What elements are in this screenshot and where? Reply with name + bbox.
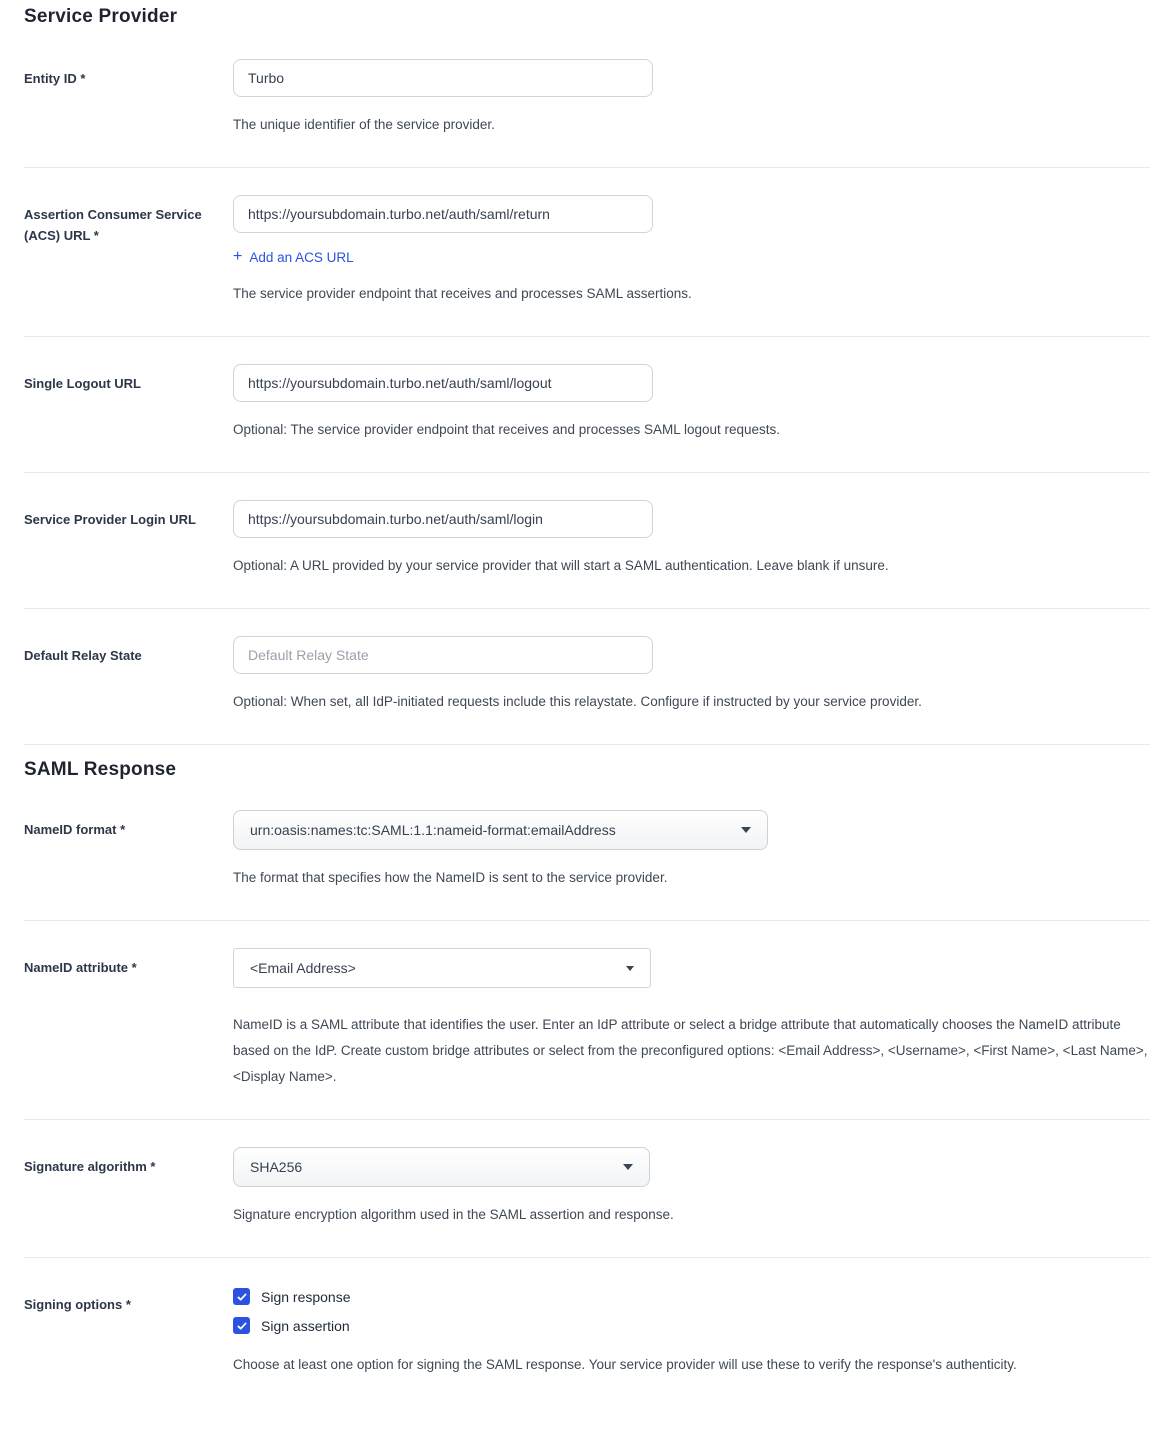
nameid-attribute-select[interactable]	[233, 948, 651, 988]
checkbox-checked[interactable]	[233, 1317, 250, 1334]
check-icon	[236, 1320, 248, 1332]
signing-options-help: Choose at least one option for signing the SAML response. Your service provider will use these to verify the response's authenticity.	[233, 1357, 1017, 1372]
entity-id-help: The unique identifier of the service provider.	[233, 117, 495, 132]
acs-url-help: The service provider endpoint that receives and processes SAML assertions.	[233, 286, 692, 301]
section-title-service-provider: Service Provider	[24, 6, 178, 27]
chevron-down-icon	[626, 966, 634, 971]
nameid-attribute-selected-value: <Email Address>	[250, 960, 356, 976]
sign-assertion-label: Sign assertion	[261, 1317, 350, 1334]
add-acs-url-link[interactable]	[233, 249, 354, 265]
sign-response-option[interactable]	[233, 1288, 1150, 1305]
check-icon	[236, 1291, 248, 1303]
signature-algorithm-select[interactable]	[233, 1147, 650, 1187]
nameid-attribute-help: NameID is a SAML attribute that identifies the user. Enter an IdP attribute or select a bridge attribute that automatically chooses the NameID attribute based on the IdP. Create custom bridge attributes or select from the preconfigured options: <Email Address>, <Username>, <First Name>, <Last Name>, <Display Name>.	[233, 1017, 1148, 1084]
signature-algorithm-selected-value: SHA256	[250, 1159, 303, 1175]
acs-url-input[interactable]	[233, 195, 653, 233]
sp-login-url-help: Optional: A URL provided by your service provider that will start a SAML authentication. Leave blank if unsure.	[233, 558, 889, 573]
nameid-format-help: The format that specifies how the NameID is sent to the service provider.	[233, 870, 668, 885]
default-relay-state-row	[24, 609, 1150, 745]
default-relay-state-help: Optional: When set, all IdP-initiated requests include this relaystate. Configure if instructed by your service provider.	[233, 694, 922, 709]
signature-algorithm-row	[24, 1120, 1150, 1258]
signing-options-row	[24, 1258, 1150, 1407]
sp-login-url-label: Service Provider Login URL	[24, 512, 196, 527]
section-title-saml-response: SAML Response	[24, 759, 177, 780]
add-acs-url-link-label: Add an ACS URL	[249, 249, 354, 265]
sp-login-url-input[interactable]	[233, 500, 653, 538]
default-relay-state-input[interactable]	[233, 636, 653, 674]
sign-response-label: Sign response	[261, 1288, 351, 1305]
single-logout-url-help: Optional: The service provider endpoint that receives and processes SAML logout requests.	[233, 422, 781, 437]
entity-id-input[interactable]	[233, 59, 653, 97]
entity-id-row	[24, 32, 1150, 168]
chevron-down-icon	[741, 827, 751, 833]
acs-url-row	[24, 168, 1150, 337]
nameid-attribute-label: NameID attribute *	[24, 960, 137, 975]
single-logout-url-label: Single Logout URL	[24, 376, 141, 391]
nameid-format-row	[24, 783, 1150, 921]
sign-assertion-option[interactable]	[233, 1317, 1150, 1334]
single-logout-url-input[interactable]	[233, 364, 653, 402]
signing-options-label: Signing options *	[24, 1297, 131, 1312]
sp-login-url-row	[24, 473, 1150, 609]
nameid-format-select[interactable]	[233, 810, 768, 850]
plus-icon: +	[233, 248, 243, 265]
nameid-attribute-row	[24, 921, 1150, 1120]
single-logout-url-row	[24, 337, 1150, 473]
checkbox-checked[interactable]	[233, 1288, 250, 1305]
entity-id-label: Entity ID *	[24, 71, 86, 86]
acs-url-label: Assertion Consumer Service (ACS) URL *	[24, 207, 202, 243]
signature-algorithm-help: Signature encryption algorithm used in the SAML assertion and response.	[233, 1207, 674, 1222]
chevron-down-icon	[623, 1164, 633, 1170]
nameid-format-selected-value: urn:oasis:names:tc:SAML:1.1:nameid-format:emailAddress	[250, 822, 616, 838]
nameid-format-label: NameID format *	[24, 822, 126, 837]
signature-algorithm-label: Signature algorithm *	[24, 1159, 156, 1174]
default-relay-state-label: Default Relay State	[24, 648, 142, 663]
